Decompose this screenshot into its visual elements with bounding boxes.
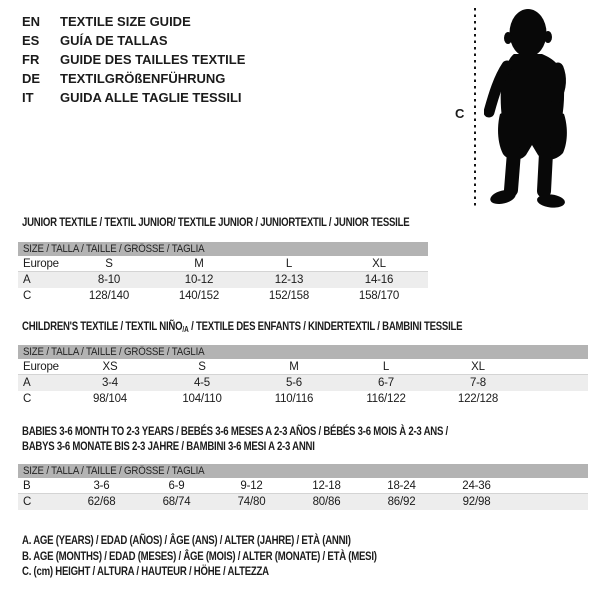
- children-row-age: [18, 375, 588, 391]
- junior-row-height: [18, 288, 428, 304]
- size-cell: M: [289, 360, 299, 373]
- age-cell: 7-8: [469, 377, 487, 389]
- language-title: GUÍA DE TALLAS: [60, 33, 168, 48]
- size-cell: L: [382, 360, 390, 373]
- children-row-europe: [18, 359, 588, 375]
- height-cell: 116/122: [366, 393, 406, 405]
- size-header-text: SIZE / TALLA / TAILLE / GRÖSSE / TAGLIA: [23, 346, 205, 358]
- height-cell: 62/68: [87, 496, 116, 508]
- children-section-title: [22, 319, 462, 337]
- months-cell: 6-9: [168, 479, 185, 492]
- language-code: FR: [22, 52, 40, 67]
- age-cell: 10-12: [184, 274, 214, 286]
- row-label: A: [23, 274, 31, 286]
- months-cell: 3-6: [93, 479, 110, 492]
- age-cell: 5-6: [285, 377, 303, 389]
- language-code: ES: [22, 33, 40, 48]
- language-row-de: [22, 69, 245, 88]
- language-code: IT: [22, 90, 34, 105]
- size-cell: S: [198, 360, 206, 373]
- size-cell: XL: [471, 360, 485, 373]
- height-cell: 98/104: [93, 393, 127, 405]
- months-cell: 12-18: [312, 479, 341, 492]
- height-cell: 68/74: [162, 496, 191, 508]
- age-cell: 14-16: [364, 274, 394, 286]
- language-row-en: [22, 12, 245, 31]
- babies-section-title-line1: BABIES 3-6 MONTH TO 2-3 YEARS / BEBÉS 3-6 MESES A 2-3 AÑOS / BÉBÉS 3-6 MOIS À 2-3 ANS /: [22, 424, 448, 438]
- children-title-subscript: /A: [182, 325, 189, 334]
- babies-size-table: [18, 464, 588, 510]
- language-row-it: [22, 88, 245, 107]
- babies-row-height: [18, 494, 588, 510]
- legend-note-a: A. AGE (YEARS) / EDAD (AÑOS) / ÂGE (ANS) / ALTER (JAHRE) / ETÀ (ANNI): [22, 533, 351, 547]
- size-cell: L: [285, 257, 293, 270]
- junior-size-table: [18, 242, 428, 304]
- height-cell: 158/170: [358, 290, 400, 302]
- language-title: TEXTILE SIZE GUIDE: [60, 14, 191, 29]
- children-title-part: CHILDREN'S TEXTILE / TEXTIL NIÑO: [22, 319, 183, 333]
- row-label: C: [23, 290, 32, 302]
- language-row-fr: [22, 50, 245, 69]
- height-cell: 110/116: [274, 393, 314, 405]
- row-label: Europe: [23, 257, 59, 270]
- size-header-text: SIZE / TALLA / TAILLE / GRÖSSE / TAGLIA: [23, 465, 205, 477]
- months-cell: 24-36: [462, 479, 491, 492]
- height-measure-label: C: [455, 106, 465, 121]
- size-header-text: SIZE / TALLA / TAILLE / GRÖSSE / TAGLIA: [23, 243, 205, 255]
- row-label: Europe: [23, 360, 59, 373]
- height-cell: 92/98: [462, 496, 491, 508]
- language-title: GUIDA ALLE TAGLIE TESSILI: [60, 90, 242, 105]
- language-title: GUIDE DES TAILLES TEXTILE: [60, 52, 246, 67]
- age-cell: 4-5: [193, 377, 211, 389]
- height-cell: 140/152: [178, 290, 220, 302]
- children-row-height: [18, 391, 588, 407]
- height-cell: 80/86: [312, 496, 341, 508]
- age-cell: 12-13: [274, 274, 304, 286]
- row-label: C: [23, 496, 32, 508]
- babies-row-months: [18, 478, 588, 494]
- language-title: TEXTILGRÖßENFÜHRUNG: [60, 71, 226, 86]
- size-cell: XL: [372, 257, 386, 270]
- junior-size-header-bar: [18, 242, 428, 256]
- size-cell: M: [194, 257, 204, 270]
- language-row-es: [22, 31, 245, 50]
- months-cell: 9-12: [240, 479, 263, 492]
- children-title-part: / TEXTILE DES ENFANTS / KINDERTEXTIL / BAMBINI TESSILE: [188, 319, 463, 333]
- legend-footnotes: [22, 533, 465, 580]
- size-cell: XS: [102, 360, 118, 373]
- age-cell: 8-10: [97, 274, 121, 286]
- children-size-header-bar: [18, 345, 588, 359]
- height-cell: 128/140: [88, 290, 130, 302]
- toddler-silhouette-icon: [484, 4, 596, 212]
- junior-row-age: [18, 272, 428, 288]
- legend-note-c: C. (cm) HEIGHT / ALTURA / HAUTEUR / HÖHE / ALTEZZA: [22, 564, 269, 578]
- row-label: C: [23, 393, 32, 405]
- junior-section-title: JUNIOR TEXTILE / TEXTIL JUNIOR/ TEXTILE JUNIOR / JUNIORTEXTIL / JUNIOR TESSILE: [22, 215, 410, 229]
- months-cell: 18-24: [387, 479, 416, 492]
- height-measure-dotted-line: [474, 8, 476, 209]
- size-cell: S: [105, 257, 113, 270]
- height-cell: 74/80: [237, 496, 266, 508]
- height-cell: 152/158: [268, 290, 310, 302]
- language-code: DE: [22, 71, 41, 86]
- language-title-list: [22, 12, 245, 107]
- children-size-table: [18, 345, 588, 407]
- language-code: EN: [22, 14, 41, 29]
- height-cell: 122/128: [457, 393, 499, 405]
- row-label: A: [23, 377, 31, 389]
- babies-size-header-bar: [18, 464, 588, 478]
- height-cell: 104/110: [182, 393, 222, 405]
- age-cell: 6-7: [377, 377, 395, 389]
- age-cell: 3-4: [101, 377, 119, 389]
- height-cell: 86/92: [387, 496, 416, 508]
- row-label: B: [23, 479, 31, 492]
- legend-note-b: B. AGE (MONTHS) / EDAD (MESES) / ÂGE (MOIS) / ALTER (MONATE) / ETÀ (MESI): [22, 548, 377, 563]
- babies-section-title-line2: BABYS 3-6 MONATE BIS 2-3 JAHRE / BAMBINI 3-6 MESI A 2-3 ANNI: [22, 439, 315, 453]
- junior-row-europe: [18, 256, 428, 272]
